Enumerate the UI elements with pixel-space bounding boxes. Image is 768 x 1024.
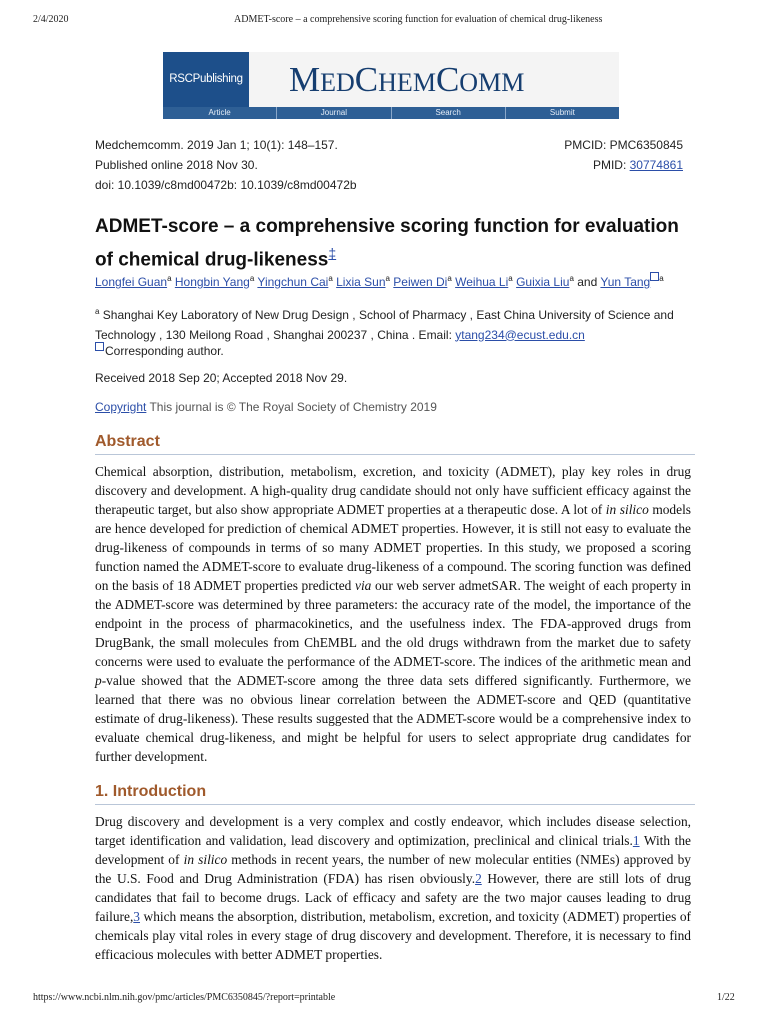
journal-banner xyxy=(163,52,619,119)
copyright-line: Copyright This journal is © The Royal Society of Chemistry 2019 xyxy=(95,400,437,414)
nav-search[interactable]: Search xyxy=(392,107,506,119)
nav-submit[interactable]: Submit xyxy=(549,108,575,117)
author-link[interactable]: Lixia Sun xyxy=(336,275,386,289)
publisher-logo[interactable]: RSCPublishing xyxy=(163,52,249,107)
print-date: 2/4/2020 xyxy=(33,14,69,25)
email-icon xyxy=(95,342,104,351)
pmid: PMID: 30774861 xyxy=(592,158,683,172)
print-title: ADMET-score – a comprehensive scoring function for evaluation of chemical drug-likeness xyxy=(234,14,603,25)
journal-logo[interactable]: MEDCHEMCOMM xyxy=(249,52,619,107)
author-link[interactable]: Hongbin Yang xyxy=(174,275,250,289)
article-title: ADMET-score – a comprehensive scoring function for evaluation of chemical drug-likeness‡ xyxy=(95,216,679,271)
print-url: https://www.ncbi.nlm.nih.gov/pmc/articles/PMC6350845/?report=printable xyxy=(33,992,336,1003)
author-link[interactable]: Longfei Guan xyxy=(95,275,168,289)
author-link[interactable]: Yingchun Cai xyxy=(257,275,329,289)
author-link[interactable]: Yun Tang xyxy=(600,275,651,289)
received-dates: Received 2018 Sep 20; Accepted 2018 Nov 29. xyxy=(95,371,348,385)
reference-link[interactable]: 3 xyxy=(133,909,140,924)
pmid-link[interactable]: 30774861 xyxy=(629,158,683,172)
reference-link[interactable]: 1 xyxy=(632,833,640,848)
copyright-link[interactable]: Copyright xyxy=(95,400,147,414)
corresponding-note: Corresponding author. xyxy=(95,342,224,358)
page-number: 1/22 xyxy=(717,992,735,1003)
reference-link[interactable]: 2 xyxy=(475,871,482,886)
author-link[interactable]: Peiwen Di xyxy=(393,275,448,289)
journal-nav xyxy=(163,107,619,119)
author-link[interactable]: Guixia Liu xyxy=(516,275,570,289)
abstract-heading: Abstract xyxy=(95,433,695,455)
citation-journal: Medchemcomm. 2019 Jan 1; 10(1): 148–157. xyxy=(95,138,338,152)
email-link[interactable]: ytang234@ecust.edu.cn xyxy=(455,327,585,342)
author-link[interactable]: Weihua Li xyxy=(455,275,509,289)
email-icon[interactable] xyxy=(650,272,659,281)
nav-article[interactable]: Article xyxy=(163,107,277,119)
abstract-text: Chemical absorption, distribution, metabolism, excretion, and toxicity (ADMET), play key roles in drug discovery and development. A high-quality drug candidate should not only have sufficient efficacy against the therapeutic target, but also show appropriate ADMET properties at a therapeutic dose. A lot of in silico models are hence developed for prediction of chemical ADMET properties. However, it is still not easy to evaluate the drug-likeness of compounds in terms of so many ADMET properties. In this study, we proposed a scoring function named the ADMET-score to evaluate drug-likeness of a compound. The scoring function was defined on the basis of 18 ADMET properties predicted via our web server admetSAR. The weight of each property in the ADMET-score was determined by three parameters: the accuracy rate of the model, the importance of the endpoint in the process of pharmacokinetics, and the usefulness index. The FDA-approved drugs from DrugBank, the small molecules from ChEMBL and the old drugs withdrawn from the market due to safety concerns were used to evaluate the performance of the ADMET-score. The indices of the arithmetic mean and p-value showed that the ADMET-score among the three data sets differed significantly. Furthermore, we learned that there was no obvious linear correlation between the ADMET-score and QED (quantitative estimate of drug-likeness). These results suggested that the ADMET-score would be a comprehensive index to evaluate chemical drug-likeness, and might be helpful for users to select appropriate drug candidates for further development. xyxy=(95,464,692,764)
introduction-text: Drug discovery and development is a very complex and costly endeavor, which includes disease selection, target identification and validation, lead discovery and optimization, preclinical and clinical trials.1 With the development of in silico methods in recent years, the number of new molecular entities (NMEs) approved by the U.S. Food and Drug Administration (FDA) has risen obviously.2 However, there are still lots of drug candidates that fail to become drugs. Lack of efficacy and safety are the two major causes leading to drug failure,3 which means the absorption, distribution, metabolism, excretion, and toxicity (ADMET) properties of chemicals play vital roles in every stage of drug discovery and development. Therefore, it is necessary to find efficacious molecules with better ADMET properties. xyxy=(95,814,692,962)
title-footnote-link[interactable]: ‡ xyxy=(328,245,337,261)
citation-published: Published online 2018 Nov 30. xyxy=(95,158,258,172)
pmcid: PMCID: PMC6350845 xyxy=(564,138,683,152)
author-list: Longfei Guan$^a$ Hongbin Yang$^a$ Yingchun Cai$^a$ Lixia Sun$^a$ Peiwen Di$^a$ Weihua Li$^a$ Guixia Liu$^a$ and Yun Tang $^a$ xyxy=(95,274,664,289)
introduction-heading: 1. Introduction xyxy=(95,783,695,805)
affiliation: $^a$ Shanghai Key Laboratory of New Drug Design , School of Pharmacy , East China University of Science and Technology , 130 Meilong Road , Shanghai 200237 , China . Email: ytang234@ecust.edu.cn xyxy=(95,307,674,342)
citation-doi: doi: 10.1039/c8md00472b: 10.1039/c8md00472b xyxy=(95,178,357,192)
nav-journal[interactable]: Journal xyxy=(277,107,391,119)
